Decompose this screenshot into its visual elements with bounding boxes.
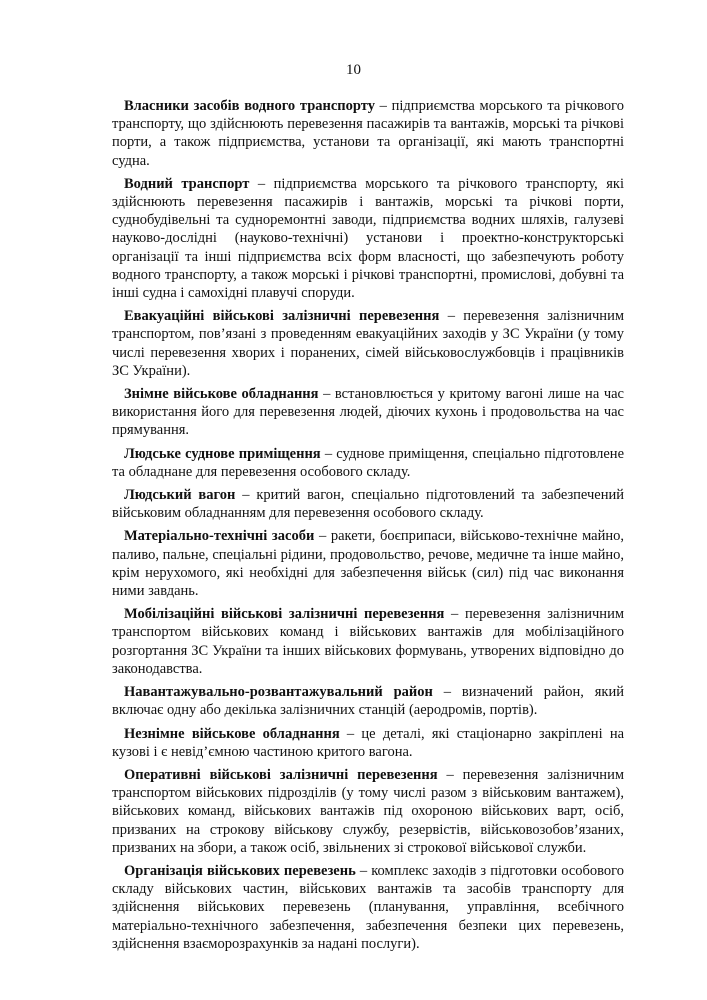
glossary-definition: суднове приміщення, спеціально підготовлене та обладнане для перевезення особового складу. [112, 445, 625, 480]
glossary-definition: це деталі, які стаціонарно закріплені на кузові і є невід’ємною частиною критого вагона. [112, 725, 625, 760]
glossary-term: Евакуаційні військові залізничні перевезення [124, 308, 440, 325]
glossary-entry [112, 766, 624, 857]
glossary-definition: підприємства морського та річкового транспорту, які здійснюють перевезення пасажирів і вантажів, морські та річкові порти, суднобудівельні та судноремонтні заводи, підприємства водних шляхів, галузеві науково-дослідні (науково-технічні) установи і проектно-конструкторські організації та інші підприємства всіх форм власності, що забезпечують роботу водного транспорту, а також морські і річкові транспортні, промислові, добувні та інші судна і самохідні плавучі споруди. [112, 175, 625, 302]
glossary-definition: підприємства морського та річкового транспорту, що здійснюють перевезення пасажирів та вантажів, морські та річкові порти, а також підприємства, установи та організації, які мають транспортні судна. [112, 98, 625, 169]
term-separator: – [314, 528, 331, 545]
glossary-entry [112, 527, 624, 600]
glossary-term: Організація військових перевезень [124, 862, 356, 879]
term-separator: – [432, 684, 462, 701]
glossary-body [112, 97, 624, 958]
glossary-definition: встановлюється у критому вагоні лише на час використання його для перевезення людей, діючих кухонь і продовольства на час прямування. [112, 386, 624, 439]
glossary-entry [112, 307, 624, 380]
glossary-definition: критий вагон, спеціально підготовлений та забезпечений військовим обладнанням для перевезення особового складу. [112, 487, 625, 522]
glossary-entry [112, 486, 624, 522]
term-separator: – [235, 487, 257, 504]
glossary-term: Незнімне військове обладнання [124, 725, 340, 742]
glossary-term: Оперативні військові залізничні перевезення [124, 766, 438, 783]
glossary-term: Матеріально-технічні засоби [124, 528, 315, 545]
term-separator: – [320, 445, 337, 462]
glossary-definition: перевезення залізничним транспортом військових підрозділів (у тому числі разом з військовим вантажем), військових команд, військових вантажів під охороною військових варт, осіб, призваних на строкову військову службу, резервістів, військовозобов’язаних, призваних на збори, а також осіб, звільнених зі строкової військової служби. [112, 766, 625, 856]
glossary-term: Знімне військове обладнання [124, 386, 319, 403]
glossary-entry [112, 862, 624, 953]
glossary-entry [112, 725, 624, 761]
page-number: 10 [346, 62, 361, 78]
term-separator: – [355, 862, 372, 879]
glossary-entry [112, 175, 624, 302]
term-separator: – [339, 725, 362, 742]
term-separator: – [437, 766, 463, 783]
glossary-entry [112, 445, 624, 481]
glossary-term: Мобілізаційні військові залізничні перевезення [124, 606, 445, 623]
glossary-definition: перевезення залізничним транспортом, пов’язані з проведенням евакуаційних заходів у ЗС України (у тому числі перевезення хворих і поранених, сімей військовослужбовців і працівників ЗС України). [112, 308, 625, 379]
term-separator: – [444, 606, 465, 623]
glossary-entry [112, 97, 624, 170]
glossary-term: Власники засобів водного транспорту [124, 98, 375, 114]
glossary-term: Людське суднове приміщення [124, 445, 321, 462]
term-separator: – [249, 175, 274, 192]
glossary-entry [112, 385, 624, 440]
glossary-term: Водний транспорт [124, 175, 250, 192]
glossary-definition: перевезення залізничним транспортом військових команд і військових вантажів для мобілізаційного розгортання ЗС України та інших військових формувань, утворених відповідно до законодавства. [112, 606, 625, 677]
glossary-term: Людський вагон [124, 487, 236, 504]
term-separator: – [439, 308, 464, 325]
glossary-definition: комплекс заходів з підготовки особового складу військових частин, військових вантажів та засобів транспорту для здійснення військових перевезень (планування, управління, всебічного матеріально-технічного забезпечення, забезпечення безпеки цих перевезень, здійснення взаєморозрахунків за надані послуги). [112, 862, 624, 952]
term-separator: – [318, 386, 335, 403]
glossary-definition: визначений район, який включає одну або декілька залізничних станцій (аеродромів, портів). [112, 684, 624, 719]
glossary-entry [112, 605, 624, 678]
glossary-entry [112, 683, 624, 719]
glossary-term: Навантажувально-розвантажувальний район [124, 684, 433, 701]
glossary-definition: ракети, боєприпаси, військово-технічне майно, паливо, пальне, спеціальні рідини, продовольство, речове, медичне та інше майно, крім нерухомого, які необхідні для забезпечення військ (сил) під час виконання ними завдань. [112, 528, 624, 600]
term-separator: – [374, 98, 392, 114]
